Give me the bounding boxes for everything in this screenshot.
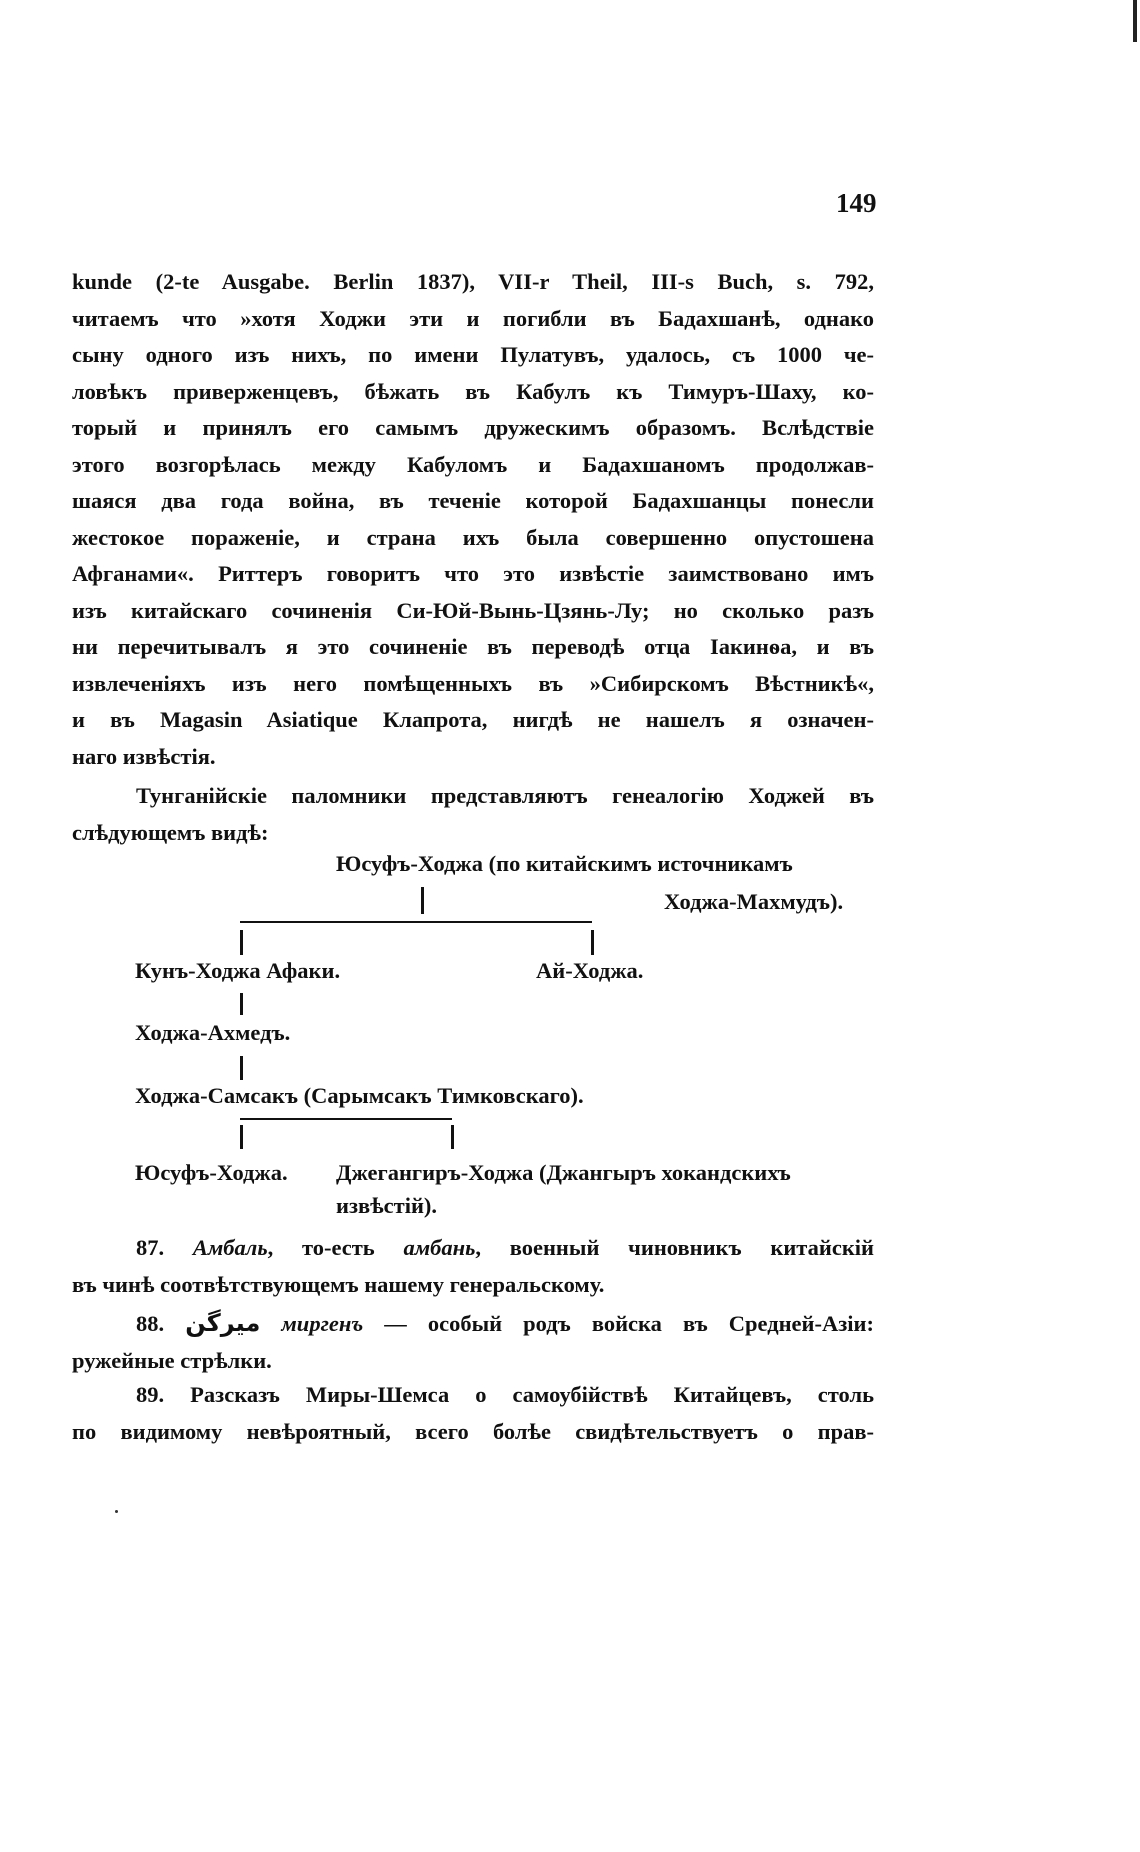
text-line: ружейные стрѣлки.: [72, 1347, 272, 1373]
note-89: [72, 1377, 874, 1450]
text-line: жестокое пораженіе, и страна ихъ была совершенно опустошена: [72, 524, 874, 550]
page-number: 149: [836, 188, 877, 218]
tree-connector: [451, 1125, 454, 1149]
tree-connector: [240, 993, 243, 1015]
tree-connector: [240, 921, 592, 923]
text-line: kunde (2-te Ausgabe. Berlin 1837), VII-r Theil, III-s Buch, s. 792,: [72, 269, 874, 294]
text-line: по видимому невѣроятный, всего болѣе свидѣтельствуетъ о прав-: [72, 1418, 874, 1444]
tree-right-child: Ай-Ходжа.: [536, 958, 644, 983]
note-term: амбань: [403, 1235, 476, 1260]
tree-left-child: Кунъ-Ходжа Афаки.: [135, 958, 341, 983]
tree-connector: [421, 887, 424, 914]
tree-root: Юсуфъ-Ходжа (по китайскимъ источникамъ: [336, 851, 793, 876]
text-line: сыну одного изъ нихъ, по имени Пулатувъ, удалось, съ 1000 че-: [72, 342, 874, 367]
tree-grandchild: Ходжа-Ахмедъ.: [135, 1020, 291, 1045]
note-88: [72, 1305, 874, 1379]
note-87: [72, 1230, 874, 1303]
text-line: ловѣкъ приверженцевъ, бѣжать въ Кабулъ къ Тимуръ-Шаху, ко-: [72, 378, 874, 404]
tree-great-grandchild: Ходжа-Самсакъ (Сарымсакъ Тимковскаго).: [135, 1083, 584, 1108]
page-edge-mark: [1133, 0, 1137, 42]
arabic-term: میرگن: [185, 1309, 261, 1337]
note-number: 88.: [136, 1311, 165, 1336]
genealogy-intro: [72, 778, 874, 851]
text-line: 89. Разсказъ Миры-Шемса о самоубійствѣ Китайцевъ, столь: [136, 1382, 874, 1407]
note-text: , военный чиновникъ китайскій: [475, 1235, 875, 1260]
text-line: извлеченіяхъ изъ него помѣщенныхъ въ »Сибирскомъ Вѣстникѣ«,: [72, 670, 874, 696]
tree-connector: [240, 1118, 452, 1120]
text-line: этого возгорѣлась между Кабуломъ и Бадахшаномъ продолжав-: [72, 451, 874, 477]
text-line: читаемъ что »хотя Ходжи эти и погибли въ Бадахшанѣ, однако: [72, 305, 874, 331]
note-text: — особый родъ войска въ Средней-Азіи:: [384, 1311, 874, 1336]
tree-gen5-right: Джегангиръ-Ходжа (Джангыръ хокандскихъ: [336, 1160, 791, 1185]
print-speck: [115, 1510, 118, 1513]
text-line: и въ Magasin Asiatique Клапрота, нигдѣ не нашелъ я означен-: [72, 707, 874, 732]
tree-connector: [240, 1125, 243, 1149]
tree-root-alias: Ходжа-Махмудъ).: [664, 889, 844, 914]
tree-gen5-right-cont: извѣстій).: [336, 1193, 438, 1218]
text-line: [72, 1230, 874, 1267]
text-line: шаяся два года война, въ теченіе которой Бадахшанцы понесли: [72, 488, 874, 513]
text-line: изъ китайскаго сочиненія Си-Юй-Вынь-Цзянь-Лу; но сколько разъ: [72, 597, 874, 623]
note-text: , то-есть: [267, 1235, 375, 1260]
text-line: ни перечитывалъ я это сочиненіе въ переводѣ отца Іакинѳа, и въ: [72, 634, 874, 659]
note-number: 87.: [136, 1235, 165, 1260]
tree-connector: [591, 930, 594, 955]
text-line: наго извѣстія.: [72, 743, 216, 769]
note-term: Амбаль: [192, 1235, 268, 1260]
intro-paragraph: [72, 264, 874, 775]
note-term: миргенъ: [281, 1311, 364, 1336]
tree-connector: [240, 930, 243, 955]
tree-gen5-left: Юсуфъ-Ходжа.: [135, 1160, 288, 1185]
tree-connector: [240, 1056, 243, 1080]
text-line: Тунганійскіе паломники представляютъ генеалогію Ходжей въ: [136, 783, 874, 808]
text-line: [72, 1305, 874, 1343]
text-line: Афганами«. Риттеръ говоритъ что это извѣстіе заимствовано имъ: [72, 561, 874, 586]
text-line: слѣдующемъ видѣ:: [72, 819, 269, 845]
text-line: въ чинѣ соотвѣтствующемъ нашему генеральскому.: [72, 1271, 605, 1297]
text-line: торый и принялъ его самымъ дружескимъ образомъ. Вслѣдствіе: [72, 415, 874, 440]
